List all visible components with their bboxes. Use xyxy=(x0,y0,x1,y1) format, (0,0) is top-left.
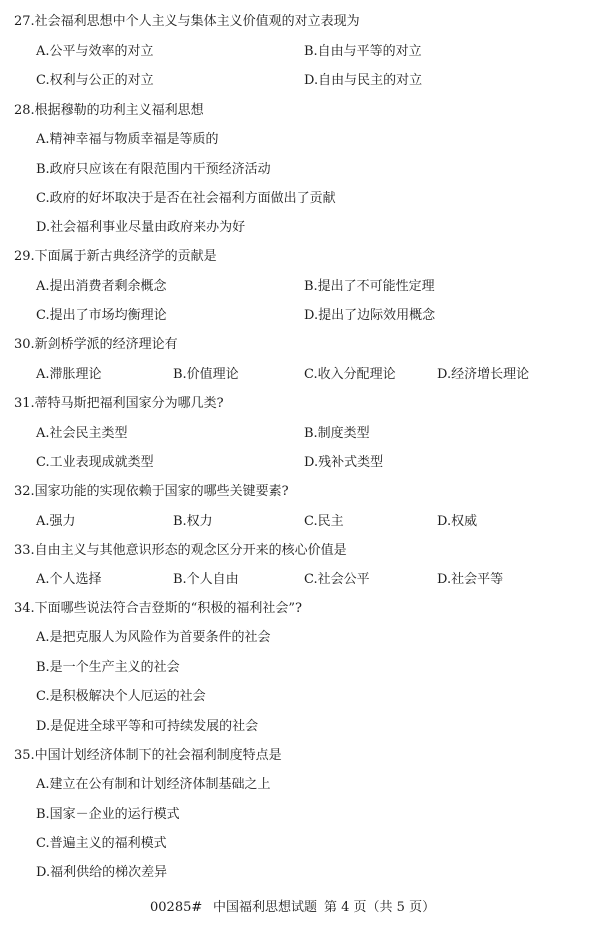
question-28-option-d: D.社会福利事业尽量由政府来办为好 xyxy=(36,220,246,235)
question-29-option-b: B.提出了不可能性定理 xyxy=(304,279,435,294)
question-35-option-d: D.福利供给的梯次差异 xyxy=(36,865,168,880)
question-27-option-d: D.自由与民主的对立 xyxy=(304,73,423,88)
question-stem xyxy=(0,12,610,32)
question-28-option-c: C.政府的好坏取决于是否在社会福利方面做出了贡献 xyxy=(36,191,336,206)
question-33-option-c: C.社会公平 xyxy=(304,572,370,587)
question-29-option-d: D.提出了边际效用概念 xyxy=(304,308,436,323)
question-34-option-c: C.是积极解决个人厄运的社会 xyxy=(36,689,206,704)
question-28-stem: 28.根据穆勒的功利主义福利思想 xyxy=(14,103,204,118)
question-27-option-a: A.公平与效率的对立 xyxy=(36,44,154,59)
question-29-stem: 29.下面属于新古典经济学的贡献是 xyxy=(14,249,217,264)
question-30-stem: 30.新剑桥学派的经济理论有 xyxy=(14,337,178,352)
question-35-option-a: A.建立在公有制和计划经济体制基础之上 xyxy=(36,777,271,792)
exam-code: 00285# xyxy=(150,900,203,915)
option-row xyxy=(0,277,610,297)
question-30-option-b: B.价值理论 xyxy=(173,367,239,382)
question-27-stem: 27.社会福利思想中个人主义与集体主义价值观的对立表现为 xyxy=(14,14,360,29)
question-35-stem: 35.中国计划经济体制下的社会福利制度特点是 xyxy=(14,748,282,763)
option-row xyxy=(0,863,610,883)
option-row xyxy=(0,512,610,532)
question-31-option-c: C.工业表现成就类型 xyxy=(36,455,154,470)
question-32-option-c: C.民主 xyxy=(304,514,344,529)
question-29-option-a: A.提出消费者剩余概念 xyxy=(36,279,167,294)
question-35-option-b: B.国家－企业的运行模式 xyxy=(36,807,180,822)
option-row xyxy=(0,365,610,385)
question-31-option-d: D.残补式类型 xyxy=(304,455,384,470)
question-32-option-d: D.权威 xyxy=(437,514,478,529)
question-28-option-b: B.政府只应该在有限范围内干预经济活动 xyxy=(36,162,271,177)
question-stem xyxy=(0,541,610,561)
question-34-option-d: D.是促进全球平等和可持续发展的社会 xyxy=(36,719,259,734)
question-33-option-a: A.个人选择 xyxy=(36,572,102,587)
question-30-option-c: C.收入分配理论 xyxy=(304,367,396,382)
question-32-option-b: B.权力 xyxy=(173,514,213,529)
option-row xyxy=(0,71,610,91)
question-30-option-a: A.滞胀理论 xyxy=(36,367,102,382)
option-row xyxy=(0,189,610,209)
option-row xyxy=(0,628,610,648)
question-stem xyxy=(0,394,610,414)
question-34-option-b: B.是一个生产主义的社会 xyxy=(36,660,180,675)
question-30-option-d: D.经济增长理论 xyxy=(437,367,530,382)
question-34-stem: 34.下面哪些说法符合吉登斯的“积极的福利社会”? xyxy=(14,601,302,616)
question-stem xyxy=(0,482,610,502)
question-33-option-d: D.社会平等 xyxy=(437,572,504,587)
option-row xyxy=(0,130,610,150)
question-stem xyxy=(0,599,610,619)
option-row xyxy=(0,570,610,590)
question-31-option-a: A.社会民主类型 xyxy=(36,426,128,441)
page-number: 第 4 页（共 5 页） xyxy=(324,900,436,915)
page-footer xyxy=(0,898,610,918)
option-row xyxy=(0,218,610,238)
option-row xyxy=(0,453,610,473)
question-27-option-c: C.权利与公正的对立 xyxy=(36,73,154,88)
question-32-option-a: A.强力 xyxy=(36,514,76,529)
question-33-option-b: B.个人自由 xyxy=(173,572,239,587)
question-34-option-a: A.是把克服人为风险作为首要条件的社会 xyxy=(36,630,271,645)
question-stem xyxy=(0,247,610,267)
option-row xyxy=(0,424,610,444)
option-row xyxy=(0,775,610,795)
question-31-option-b: B.制度类型 xyxy=(304,426,370,441)
option-row xyxy=(0,658,610,678)
question-33-stem: 33.自由主义与其他意识形态的观念区分开来的核心价值是 xyxy=(14,543,347,558)
option-row xyxy=(0,805,610,825)
option-row xyxy=(0,834,610,854)
question-35-option-c: C.普遍主义的福利模式 xyxy=(36,836,167,851)
question-stem xyxy=(0,101,610,121)
option-row xyxy=(0,717,610,737)
option-row xyxy=(0,160,610,180)
question-stem xyxy=(0,335,610,355)
option-row xyxy=(0,306,610,326)
exam-title: 中国福利思想试题 xyxy=(213,900,318,915)
option-row xyxy=(0,42,610,62)
question-28-option-a: A.精神幸福与物质幸福是等质的 xyxy=(36,132,219,147)
question-27-option-b: B.自由与平等的对立 xyxy=(304,44,422,59)
option-row xyxy=(0,687,610,707)
question-31-stem: 31.蒂特马斯把福利国家分为哪几类? xyxy=(14,396,224,411)
question-32-stem: 32.国家功能的实现依赖于国家的哪些关键要素? xyxy=(14,484,289,499)
question-29-option-c: C.提出了市场均衡理论 xyxy=(36,308,167,323)
question-stem xyxy=(0,746,610,766)
